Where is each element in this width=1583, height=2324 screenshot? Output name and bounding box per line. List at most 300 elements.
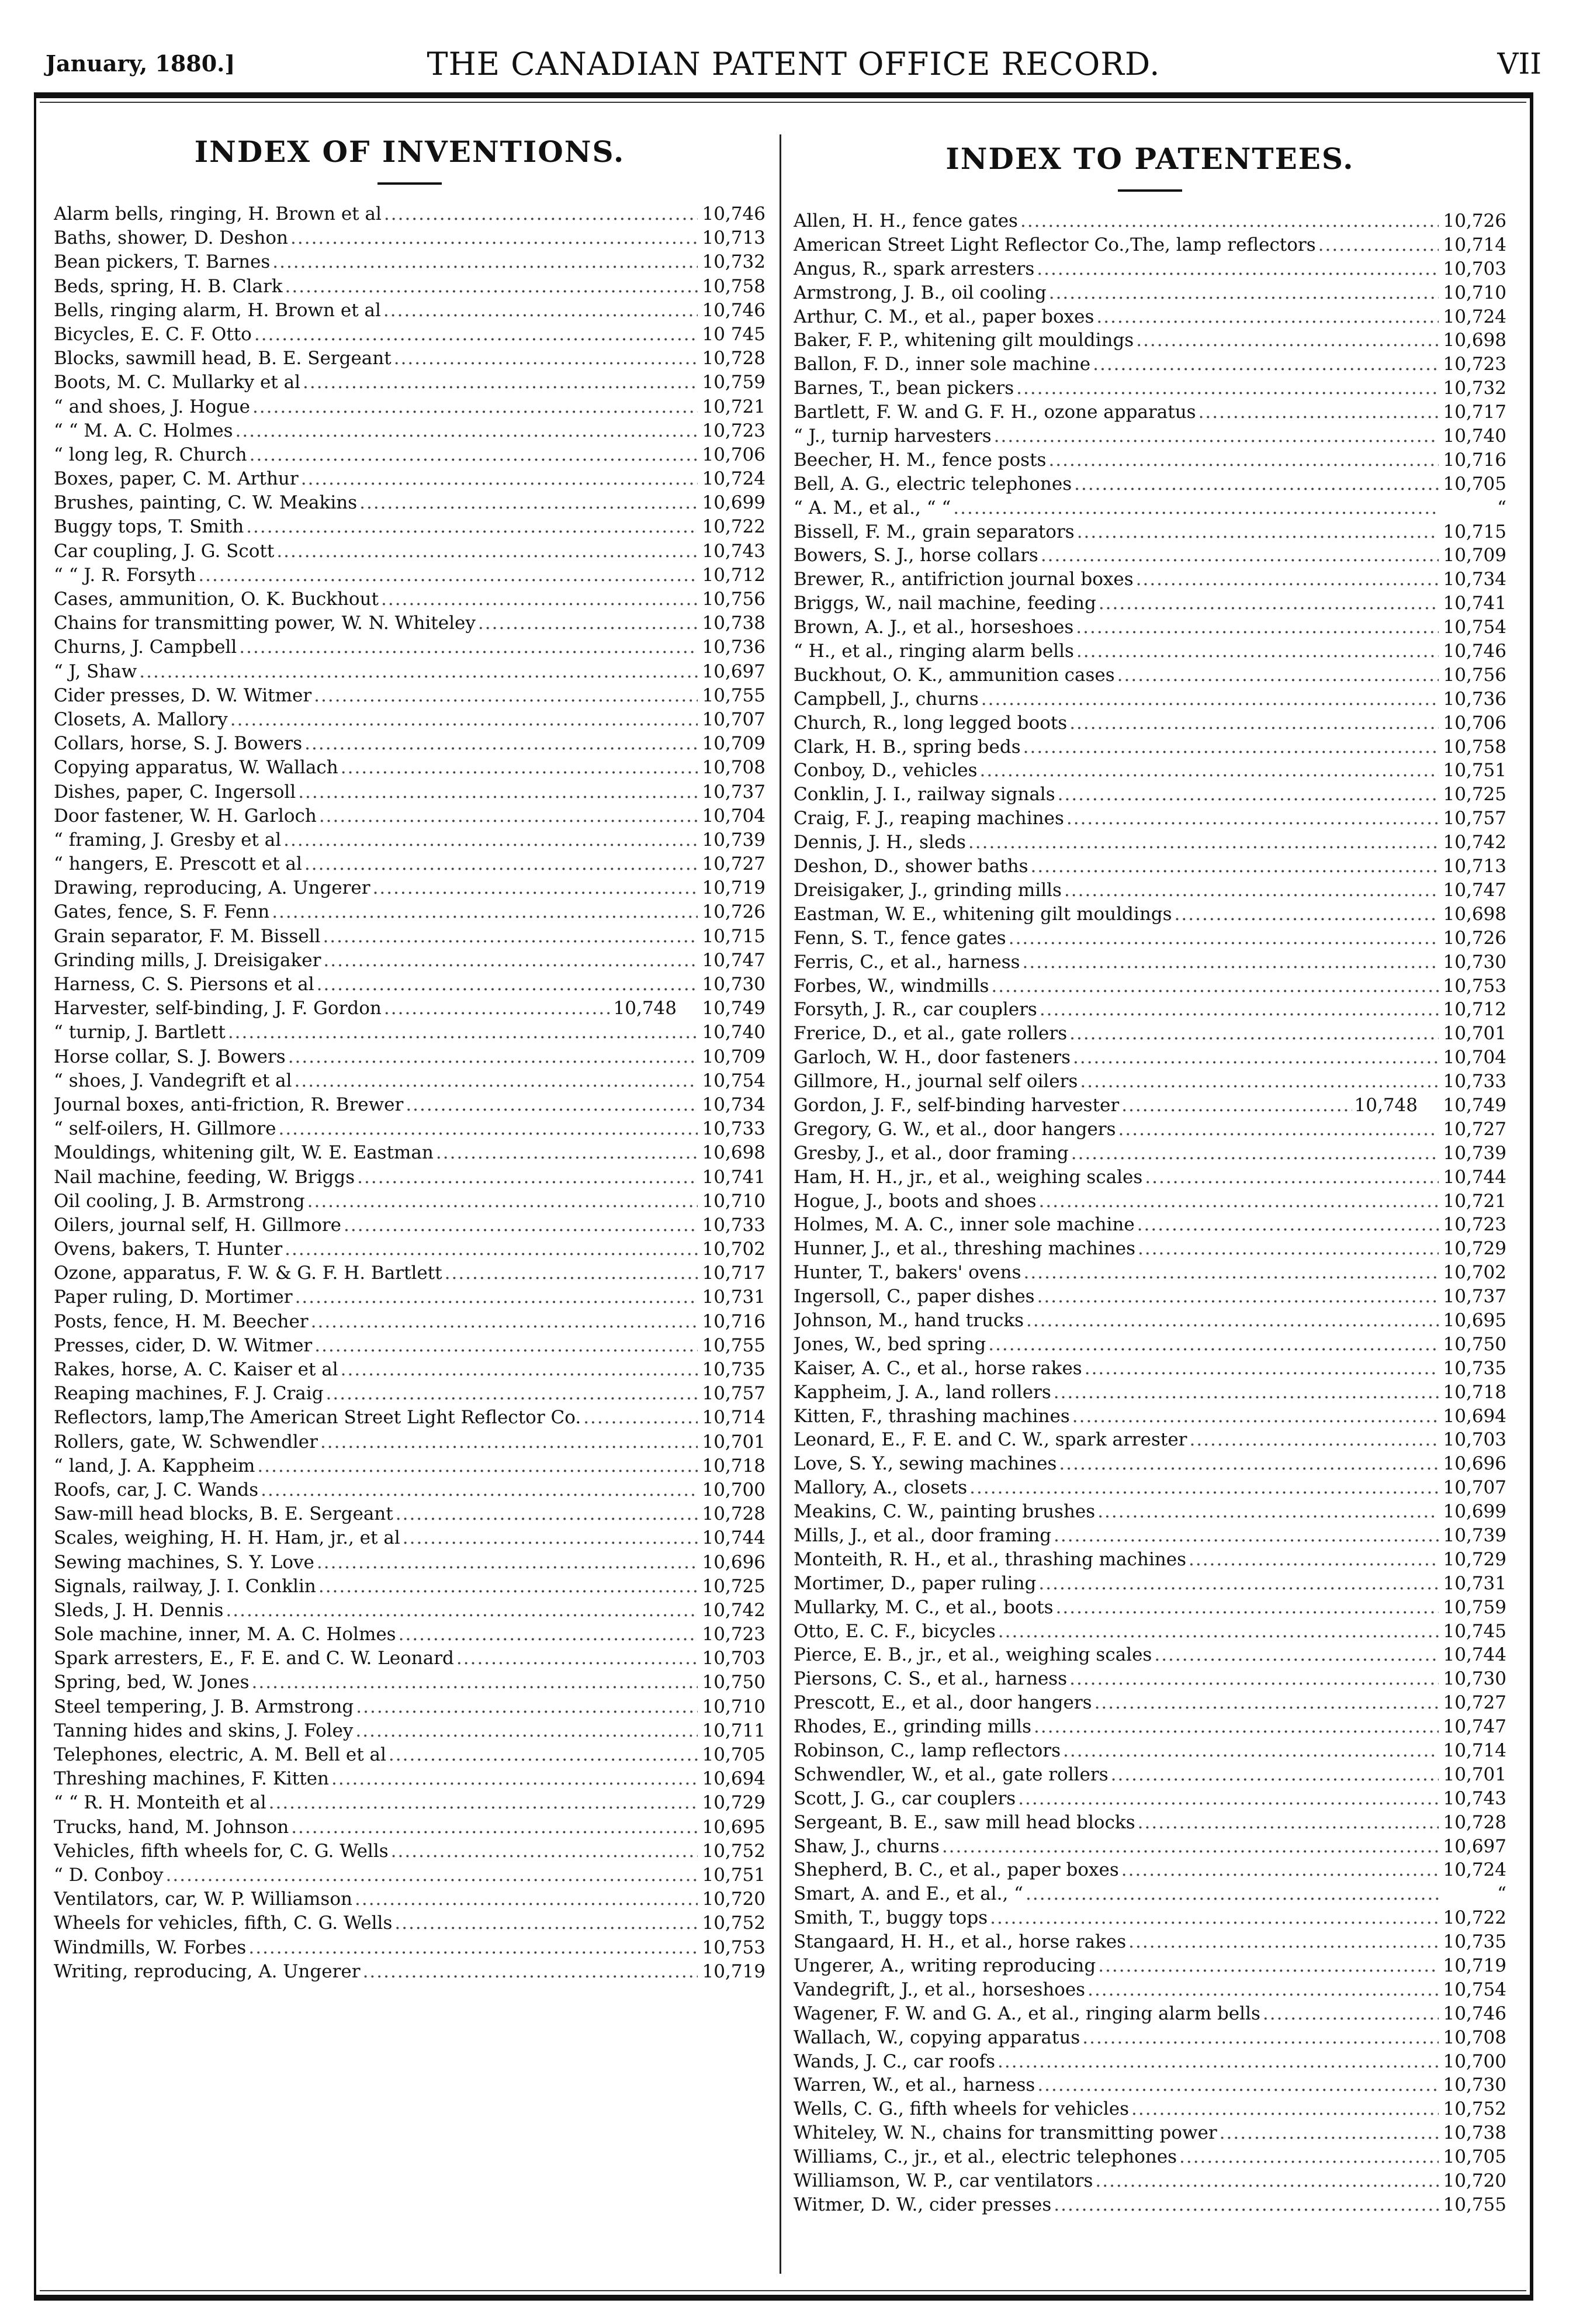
dot-leader	[318, 1575, 698, 1599]
entry-text: Scott, J. G., car couplers	[794, 1787, 1016, 1809]
index-entry	[794, 783, 1506, 807]
patent-number: 10,740	[1443, 426, 1506, 447]
index-entry	[54, 1358, 765, 1382]
patent-number: 10,730	[1443, 951, 1506, 973]
dot-leader	[228, 1021, 698, 1045]
entry-text: Gates, fence, S. F. Fenn	[54, 901, 270, 923]
patent-number: 10,717	[702, 1263, 765, 1284]
dot-leader	[246, 515, 698, 539]
entry-text: Bowers, S. J., horse collars	[794, 545, 1038, 566]
index-entry	[54, 1743, 765, 1767]
dot-leader	[383, 299, 698, 323]
entry-text: Ham, H. H., jr., et al., weighing scales	[794, 1166, 1143, 1188]
patent-number: 10,710	[702, 1190, 765, 1212]
patent-number: 10,752	[702, 1840, 765, 1862]
dot-leader	[953, 496, 1439, 520]
index-entry	[54, 1478, 765, 1502]
patent-number: 10,757	[702, 1383, 765, 1405]
entry-text: Briggs, W., nail machine, feeding	[794, 593, 1096, 614]
dot-leader	[1190, 1428, 1439, 1452]
dot-leader	[1128, 1930, 1439, 1954]
index-entry	[54, 1382, 765, 1406]
patent-number: 10,706	[1443, 712, 1506, 734]
patent-number: 10,733	[702, 1214, 765, 1236]
index-entry	[54, 275, 765, 299]
dot-leader	[1054, 1524, 1439, 1548]
patent-number: 10,755	[702, 684, 765, 706]
patent-number: 10,725	[702, 1575, 765, 1597]
dot-leader	[235, 419, 698, 443]
dot-leader	[998, 1620, 1439, 1644]
patent-number: 10,723	[1443, 354, 1506, 375]
entry-text: Ovens, bakers, T. Hunter	[54, 1239, 283, 1260]
index-entry	[794, 520, 1506, 544]
index-entry	[54, 660, 765, 684]
patent-number: 10,695	[1443, 1309, 1506, 1331]
patent-number: 10,747	[1443, 879, 1506, 901]
dot-leader	[1037, 2073, 1439, 2097]
index-entry	[54, 1791, 765, 1815]
dot-leader	[355, 1887, 698, 1911]
patent-number: 10,746	[702, 299, 765, 321]
patent-number: 10,725	[1443, 784, 1506, 805]
index-entry	[794, 1166, 1506, 1189]
page-header	[46, 30, 1542, 89]
dot-leader	[1098, 1954, 1439, 1978]
index-entry	[54, 1285, 765, 1309]
patent-number: 10,714	[702, 1407, 765, 1429]
index-entry	[54, 1021, 765, 1045]
dot-leader	[278, 1117, 698, 1141]
index-entry	[794, 1142, 1506, 1166]
index-entry	[54, 1117, 765, 1141]
entry-text: Baker, F. P., whitening gilt mouldings	[794, 330, 1134, 351]
patent-number: “	[1497, 1883, 1506, 1905]
patent-number: 10,743	[702, 540, 765, 562]
dot-leader	[290, 226, 698, 250]
entry-text: Writing, reproducing, A. Ungerer	[54, 1960, 361, 1982]
dot-leader	[1121, 1858, 1439, 1882]
dot-leader	[1137, 1213, 1439, 1237]
entry-text: Ungerer, A., writing reproducing	[794, 1955, 1096, 1977]
patent-number: 10,724	[1443, 306, 1506, 327]
entry-text: Monteith, R. H., et al., thrashing machines	[794, 1548, 1186, 1570]
entry-text: “ framing, J. Gresby et al	[54, 829, 282, 850]
entry-text: Grain separator, F. M. Bissell	[54, 925, 321, 947]
entry-text: Buggy tops, T. Smith	[54, 516, 244, 538]
index-entry	[794, 1715, 1506, 1739]
patent-number: 10,737	[1443, 1286, 1506, 1308]
dot-leader	[988, 1333, 1439, 1357]
index-entry	[794, 376, 1506, 400]
entry-text: Leonard, E., F. E. and C. W., spark arrester	[794, 1429, 1187, 1451]
entry-text: Beds, spring, H. B. Clark	[54, 275, 283, 297]
dot-leader	[319, 804, 698, 828]
dot-leader	[1263, 2002, 1439, 2026]
dot-leader	[314, 1334, 698, 1358]
dot-leader	[320, 1430, 698, 1454]
index-entry	[794, 448, 1506, 472]
entry-text: Bell, A. G., electric telephones	[794, 473, 1072, 494]
index-entry	[794, 1500, 1506, 1524]
index-entry	[794, 1213, 1506, 1237]
entry-text: Rakes, horse, A. C. Kaiser et al	[54, 1359, 338, 1380]
patent-number: 10,719	[702, 877, 765, 899]
dot-leader	[1023, 950, 1439, 974]
patent-number: 10,720	[702, 1889, 765, 1910]
entry-text: “ J., turnip harvesters	[794, 426, 992, 447]
entry-text: Grinding mills, J. Dreisigaker	[54, 949, 321, 971]
index-entry	[794, 1357, 1506, 1381]
index-entry	[794, 352, 1506, 376]
index-entry	[54, 515, 765, 539]
entry-text: Vandegrift, J., et al., horseshoes	[794, 1979, 1086, 2000]
index-entry	[794, 328, 1506, 352]
index-entry	[54, 1526, 765, 1550]
patent-number: 10,751	[702, 1864, 765, 1886]
index-entry	[794, 1978, 1506, 2002]
entry-text: Reaping machines, F. J. Craig	[54, 1383, 324, 1405]
patent-number: 10,722	[1443, 1907, 1506, 1929]
entry-text: Fenn, S. T., fence gates	[794, 927, 1006, 949]
column-divider	[780, 134, 781, 2274]
index-entry	[794, 1882, 1506, 1906]
entry-text: Whiteley, W. N., chains for transmitting power	[794, 2122, 1217, 2144]
dot-leader	[301, 467, 698, 491]
index-entry	[54, 1069, 765, 1093]
dot-leader	[1220, 2121, 1439, 2145]
entry-text: Pierce, E. B., jr., et al., weighing scales	[794, 1644, 1152, 1666]
dot-leader	[1064, 879, 1439, 902]
index-entry	[794, 209, 1506, 233]
patent-number: 10,735	[1443, 1357, 1506, 1379]
dot-leader	[1024, 1261, 1439, 1285]
entry-text: Spring, bed, W. Jones	[54, 1672, 250, 1693]
dot-leader	[1138, 1237, 1439, 1261]
index-entry	[54, 684, 765, 708]
entry-text: Sleds, J. H. Dennis	[54, 1599, 224, 1621]
entry-text: Sewing machines, S. Y. Love	[54, 1551, 314, 1573]
entry-text: Brushes, painting, C. W. Meakins	[54, 492, 358, 514]
dot-leader	[1138, 1811, 1439, 1835]
entry-text: Warren, W., et al., harness	[794, 2074, 1035, 2096]
patent-number: 10,726	[1443, 210, 1506, 231]
entry-text: “ A. M., et al., “ “	[794, 497, 951, 518]
entry-text: Dishes, paper, C. Ingersoll	[54, 781, 296, 803]
index-entry	[794, 974, 1506, 998]
index-entry	[54, 1599, 765, 1623]
index-entry	[794, 1452, 1506, 1476]
index-entry	[54, 540, 765, 563]
dot-leader	[997, 2050, 1439, 2074]
patent-number: 10,719	[1443, 1955, 1506, 1977]
index-entry	[794, 687, 1506, 711]
patent-number: 10,734	[702, 1094, 765, 1115]
entry-text: Sergeant, B. E., saw mill head blocks	[794, 1811, 1135, 1833]
index-entry	[794, 1405, 1506, 1429]
dot-leader	[396, 1502, 698, 1526]
patent-number: 10,735	[702, 1359, 765, 1380]
entry-text: Collars, horse, S. J. Bowers	[54, 733, 303, 755]
entry-text: Spark arresters, E., F. E. and C. W. Leonard	[54, 1648, 454, 1669]
index-entry	[794, 1285, 1506, 1309]
dot-leader	[994, 424, 1439, 448]
dot-leader	[403, 1526, 698, 1550]
dot-leader	[198, 563, 698, 587]
index-entry	[794, 424, 1506, 448]
index-entry	[54, 1887, 765, 1911]
patent-number: 10,717	[1443, 402, 1506, 423]
index-entry	[794, 1906, 1506, 1930]
index-entry	[794, 1596, 1506, 1620]
dot-leader	[381, 587, 698, 611]
title-rule	[1118, 189, 1182, 192]
entry-text: Allen, H. H., fence gates	[794, 210, 1018, 231]
entry-text: Campbell, J., churns	[794, 688, 979, 710]
entry-text: Windmills, W. Forbes	[54, 1936, 247, 1958]
entry-text: Gresby, J., et al., door framing	[794, 1142, 1069, 1164]
index-entry	[54, 804, 765, 828]
dot-leader	[1026, 1309, 1439, 1333]
dot-leader	[1189, 1548, 1439, 1572]
patent-number: 10,701	[1443, 1763, 1506, 1785]
dot-leader	[394, 1911, 698, 1935]
index-entry	[54, 852, 765, 876]
patent-number: 10,746	[702, 203, 765, 224]
patent-number: 10,747	[702, 949, 765, 971]
index-entry	[54, 900, 765, 924]
patent-number: 10,743	[1443, 1787, 1506, 1809]
entry-text: Shaw, J., churns	[794, 1835, 940, 1857]
dot-leader	[139, 660, 698, 684]
patent-number: 10,736	[1443, 688, 1506, 710]
entry-text: “ self-oilers, H. Gillmore	[54, 1118, 276, 1140]
dot-leader	[1111, 1763, 1439, 1787]
patent-number: 10,729	[702, 1792, 765, 1814]
entry-text: Conklin, J. I., railway signals	[794, 784, 1055, 805]
dot-leader	[311, 1310, 698, 1334]
index-entry	[54, 1960, 765, 1984]
index-entry	[794, 1620, 1506, 1644]
patent-number: 10,695	[702, 1816, 765, 1838]
index-entry	[794, 592, 1506, 615]
patent-number: 10,728	[1443, 1811, 1506, 1833]
dot-leader	[1041, 544, 1439, 568]
index-entry	[54, 1045, 765, 1069]
patent-number: 10,727	[1443, 1118, 1506, 1140]
index-entry	[54, 1261, 765, 1285]
dot-leader	[317, 973, 698, 997]
patent-number: 10,738	[1443, 2122, 1506, 2144]
patent-number: 10,754	[1443, 617, 1506, 638]
patent-number: 10,755	[702, 1334, 765, 1356]
patent-number: 10,722	[702, 516, 765, 538]
dot-leader	[1059, 1452, 1439, 1476]
index-entry	[794, 1548, 1506, 1572]
dot-leader	[1063, 1739, 1439, 1763]
patent-number: 10,723	[1443, 1214, 1506, 1236]
patent-number: 10,731	[1443, 1572, 1506, 1594]
patent-number: 10,753	[702, 1936, 765, 1958]
entry-text: Gordon, J. F., self-binding harvester	[794, 1094, 1120, 1116]
index-entry	[794, 1237, 1506, 1261]
patent-number: 10,716	[702, 1310, 765, 1332]
index-entry	[794, 1022, 1506, 1046]
index-entry	[794, 496, 1506, 520]
patent-number: 10,729	[1443, 1548, 1506, 1570]
patent-number: 10,731	[702, 1286, 765, 1308]
index-entry	[794, 1858, 1506, 1882]
dot-leader	[1056, 1596, 1439, 1620]
patent-number: 10,694	[1443, 1405, 1506, 1427]
dot-leader	[373, 876, 698, 900]
dot-leader	[1058, 783, 1439, 807]
dot-leader	[1179, 2145, 1439, 2169]
patent-number: 10,732	[1443, 378, 1506, 399]
publication-title: THE CANADIAN PATENT OFFICE RECORD.	[427, 46, 1161, 82]
index-entry	[794, 1572, 1506, 1596]
index-entry	[794, 1739, 1506, 1763]
dot-leader	[295, 1285, 698, 1309]
index-entry	[54, 973, 765, 997]
patent-number: 10 745	[702, 323, 765, 345]
dot-leader	[942, 1835, 1439, 1859]
patent-number: 10,723	[702, 420, 765, 441]
index-entry	[794, 1667, 1506, 1691]
entry-text: Mallory, A., closets	[794, 1477, 968, 1499]
dot-leader	[1154, 1643, 1439, 1667]
entry-text: Garloch, W. H., door fasteners	[794, 1047, 1071, 1068]
entry-text: Ventilators, car, W. P. Williamson	[54, 1889, 352, 1910]
dot-leader	[254, 323, 698, 347]
patent-number: 10,730	[1443, 2074, 1506, 2096]
dot-leader	[436, 1141, 698, 1165]
dot-leader	[1034, 1715, 1439, 1739]
entry-text: Bicycles, E. C. F. Otto	[54, 323, 252, 345]
index-entry	[54, 635, 765, 659]
dot-leader	[1020, 209, 1439, 233]
patent-number: 10,698	[702, 1142, 765, 1164]
patent-number: 10,698	[1443, 903, 1506, 925]
index-entry	[794, 257, 1506, 281]
entry-text: Rollers, gate, W. Schwendler	[54, 1431, 318, 1452]
index-entry	[54, 1623, 765, 1647]
dot-leader	[991, 974, 1439, 998]
index-entry	[794, 1428, 1506, 1452]
index-entry	[54, 299, 765, 323]
dot-leader	[399, 1623, 698, 1647]
patent-number: 10,703	[702, 1648, 765, 1669]
entry-text: Eastman, W. E., whitening gilt mouldings	[794, 903, 1172, 925]
patent-number: 10,732	[702, 251, 765, 273]
index-entry	[794, 1930, 1506, 1954]
entry-text: “ land, J. A. Kappheim	[54, 1455, 255, 1476]
patent-number: 10,727	[702, 853, 765, 875]
patent-number: 10,728	[702, 1503, 765, 1525]
index-entry	[794, 663, 1506, 687]
entry-text: Scales, weighing, H. H. Ham, jr., et al	[54, 1527, 400, 1549]
entry-text: Jones, W., bed spring	[794, 1333, 986, 1355]
patent-number: 10,710	[1443, 282, 1506, 303]
dot-leader	[257, 1454, 698, 1478]
patent-number: 10,705	[1443, 2146, 1506, 2168]
index-entry	[54, 371, 765, 395]
entry-text: Kitten, F., thrashing machines	[794, 1405, 1070, 1427]
patent-number: 10,759	[702, 372, 765, 393]
index-entry	[794, 1309, 1506, 1333]
patent-number: 10,739	[1443, 1142, 1506, 1164]
index-entry	[54, 1093, 765, 1117]
entry-text: Gregory, G. W., et al., door hangers	[794, 1118, 1116, 1140]
index-entry	[54, 419, 765, 443]
entry-text: Boxes, paper, C. M. Arthur	[54, 468, 299, 490]
entry-text: Hogue, J., boots and shoes	[794, 1190, 1037, 1212]
entry-text: “ turnip, J. Bartlett	[54, 1022, 226, 1043]
dot-leader	[990, 1906, 1439, 1930]
patent-number: 10,754	[702, 1070, 765, 1091]
patent-number: 10,742	[1443, 832, 1506, 853]
entry-text: Horse collar, S. J. Bowers	[54, 1046, 286, 1067]
patent-number: 10,727	[1443, 1692, 1506, 1714]
dot-leader	[1018, 1787, 1439, 1811]
entry-text: Oil cooling, J. B. Armstrong	[54, 1190, 305, 1212]
dot-leader	[1048, 448, 1439, 472]
patent-number: 10,708	[702, 757, 765, 779]
patent-number: 10,724	[702, 468, 765, 490]
entry-text: Ballon, F. D., inner sole machine	[794, 354, 1091, 375]
dot-leader	[1038, 1189, 1439, 1213]
entry-text: Prescott, E., et al., door hangers	[794, 1692, 1092, 1714]
index-entry	[54, 732, 765, 756]
index-entry	[54, 323, 765, 347]
dot-leader	[583, 1406, 698, 1430]
index-entry	[54, 1911, 765, 1935]
entry-text: Brewer, R., antifriction journal boxes	[794, 569, 1134, 590]
entry-text: Armstrong, J. B., oil cooling	[794, 282, 1047, 303]
section-title: INDEX TO PATENTEES.	[945, 141, 1355, 176]
patent-number: 10,747	[1443, 1716, 1506, 1738]
dot-leader	[389, 1743, 698, 1767]
dot-leader	[981, 687, 1439, 711]
entry-text: Williamson, W. P., car ventilators	[794, 2170, 1093, 2192]
index-entry	[794, 472, 1506, 496]
entry-text: Sole machine, inner, M. A. C. Holmes	[54, 1624, 396, 1645]
patent-number: 10,710	[702, 1696, 765, 1717]
dot-leader	[1131, 2097, 1439, 2121]
dot-leader	[1085, 1357, 1439, 1381]
dot-leader	[356, 1695, 698, 1719]
patent-number: 10,700	[702, 1479, 765, 1500]
entry-text: Kaiser, A. C., et al., horse rakes	[794, 1357, 1082, 1379]
dot-leader	[283, 828, 698, 852]
entry-text: Wallach, W., copying apparatus	[794, 2026, 1080, 2048]
patent-number: 10,696	[702, 1551, 765, 1573]
index-entry	[54, 347, 765, 371]
entry-text: Copying apparatus, W. Wallach	[54, 757, 338, 779]
index-entry	[794, 639, 1506, 663]
entry-text: Hunter, T., bakers' ovens	[794, 1262, 1021, 1284]
entry-extra-number: 10,748	[613, 998, 677, 1019]
patent-number: 10,715	[702, 925, 765, 947]
entry-text: Dreisigaker, J., grinding mills	[794, 879, 1062, 901]
entry-text: Clark, H. B., spring beds	[794, 736, 1021, 758]
dot-leader	[1076, 639, 1439, 663]
dot-leader	[1069, 1022, 1439, 1046]
patent-number: 10,749	[1443, 1094, 1506, 1116]
patent-number: 10,757	[1443, 808, 1506, 829]
dot-leader	[969, 1476, 1439, 1500]
index-entry	[794, 2169, 1506, 2193]
